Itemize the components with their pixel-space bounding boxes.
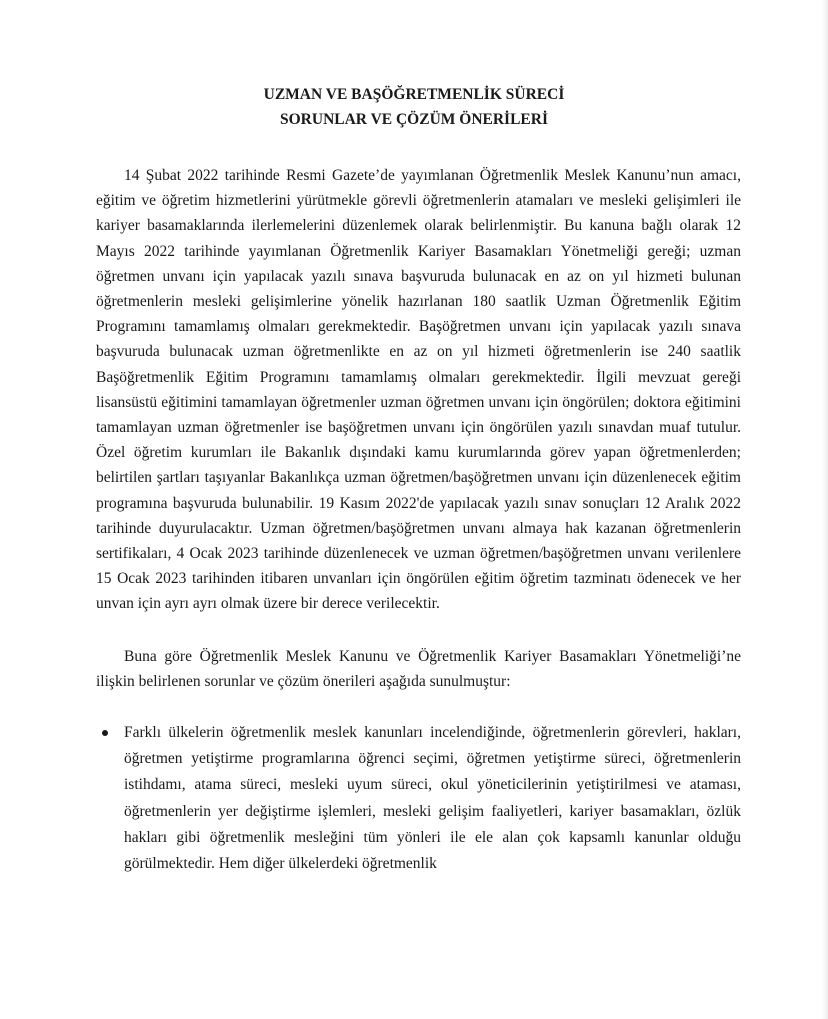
document-subtitle: SORUNLAR VE ÇÖZÜM ÖNERİLERİ	[280, 111, 548, 128]
body-paragraph-2: Buna göre Öğretmenlik Meslek Kanunu ve Öğretmenlik Kariyer Basamakları Yönetmeliği’ne ilişkin belirlenen sorunlar ve çözüm önerileri aşağıda sunulmuştur:	[96, 647, 741, 690]
document-title: UZMAN VE BAŞÖĞRETMENLİK SÜRECİ	[263, 86, 565, 103]
document-body	[96, 163, 741, 877]
bullet-item-text: Farklı ülkelerin öğretmenlik meslek kanunları incelendiğinde, öğretmenlerin görevleri, hakları, öğretmen yetiştirme programlarına öğrenci seçimi, öğretmen yetiştirme süreci, öğretmenlerin istihdamı, atama süreci, mesleki uyum süreci, okul yöneticilerinin yetiştirilmesi ve ataması, öğretmenlerin yer değiştirme işlemleri, mesleki gelişim faaliyetleri, kariyer basamakları, özlük hakları gibi öğretmenlik mesleğini tüm yönleri ile ele alan çok kapsamlı kanunlar olduğu görülmektedir. Hem diğer ülkelerdeki öğretmenlik	[124, 724, 741, 873]
body-paragraph-1: 14 Şubat 2022 tarihinde Resmi Gazete’de yayımlanan Öğretmenlik Meslek Kanunu’nun amacı, eğitim ve öğretim hizmetlerini yürütmekle görevli öğretmenlerin atamaları ve mesleki gelişimleri ile kariyer basamaklarında ilerlemelerini düzenlemek olarak belirlenmiştir. Bu kanuna bağlı olarak 12 Mayıs 2022 tarihinde yayımlanan Öğretmenlik Kariyer Basamakları Yönetmeliği gereği; uzman öğretmen unvanı için yapılacak yazılı sınava başvuruda bulunacak en az on yıl hizmeti bulunan öğretmenlerin mesleki gelişimlerine yönelik hazırlanan 180 saatlik Uzman Öğretmenlik Eğitim Programını tamamlamış olmaları gerekmektedir. Başöğretmen unvanı için yapılacak yazılı sınava başvuruda bulunacak uzman öğretmenlikte en az on yıl hizmeti öğretmenlerin ise 240 saatlik Başöğretmenlik Eğitim Programını tamamlamış olmaları gerekmektedir. İlgili mevzuat gereği lisansüstü eğitimini tamamlayan öğretmenler uzman öğretmen unvanı için öngörülen; doktora eğitimini tamamlayan uzman öğretmenler ise başöğretmen unvanı için öngörülen yazılı sınavdan muaf tutulur. Özel öğretim kurumları ile Bakanlık dışındaki kamu kurumlarında görev yapan öğretmenlerden; belirtilen şartları taşıyanlar Bakanlıkça uzman öğretmen/başöğretmen unvanı için düzenlenecek eğitim programına başvuruda bulunabilir. 19 Kasım 2022'de yapılacak yazılı sınav sonuçları 12 Aralık 2022 tarihinde duyurulacaktır. Uzman öğretmen/başöğretmen unvanı almaya hak kazanan öğretmenlerin sertifikaları, 4 Ocak 2023 tarihinde düzenlenecek ve uzman öğretmen/başöğretmen unvanı verilenlere 15 Ocak 2023 tarihinden itibaren unvanları için öngörülen eğitim öğretim tazminatı ödenecek ve her unvan için ayrı ayrı olmak üzere bir derece verilecektir.	[96, 167, 741, 613]
bullet-item	[124, 720, 741, 877]
document-title-block	[0, 82, 828, 132]
bullet-point-icon	[102, 730, 108, 736]
page-edge-shadow	[822, 0, 828, 1019]
bullet-list	[96, 720, 741, 877]
